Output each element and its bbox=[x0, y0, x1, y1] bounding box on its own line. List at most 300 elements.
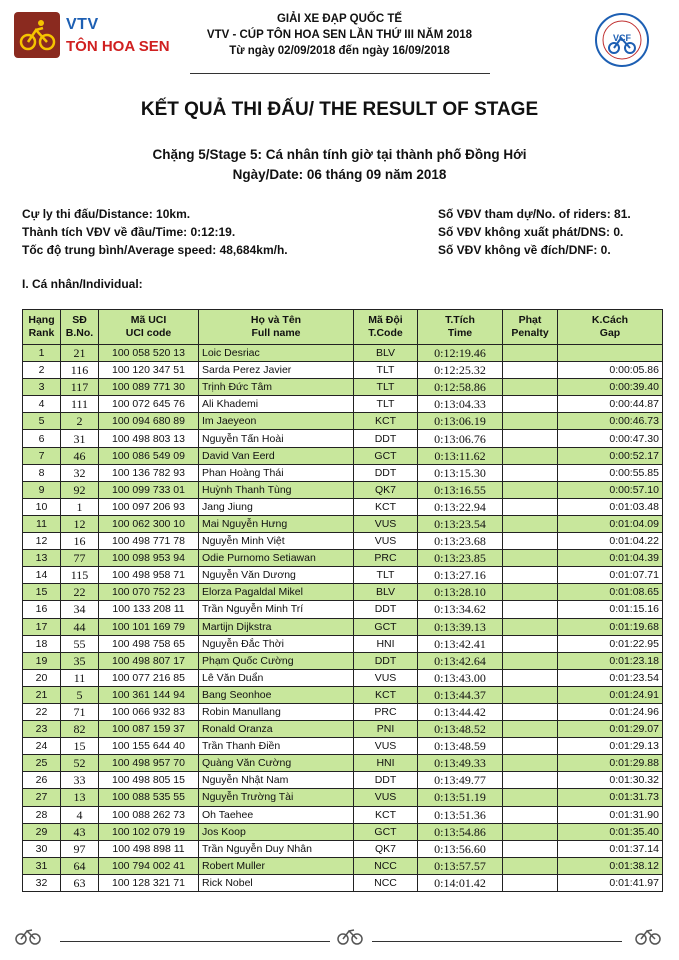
table-row bbox=[23, 379, 663, 396]
table-row bbox=[23, 806, 663, 823]
cell-rank: 31 bbox=[23, 857, 61, 874]
cell-team: DDT bbox=[354, 652, 418, 669]
results-table bbox=[22, 309, 663, 892]
cell-team: VUS bbox=[354, 533, 418, 550]
cell-gap: 0:01:19.68 bbox=[558, 618, 663, 635]
cell-team: NCC bbox=[354, 874, 418, 891]
cell-team: DDT bbox=[354, 601, 418, 618]
cell-bib: 35 bbox=[61, 652, 99, 669]
cell-time: 0:13:43.00 bbox=[418, 669, 503, 686]
cell-bib: 71 bbox=[61, 703, 99, 720]
cell-time: 0:14:01.42 bbox=[418, 874, 503, 891]
cell-uci: 100 101 169 79 bbox=[99, 618, 199, 635]
table-row bbox=[23, 703, 663, 720]
header-line-1: GIẢI XE ĐẠP QUỐC TẾ bbox=[276, 13, 403, 25]
cell-uci: 100 099 733 01 bbox=[99, 481, 199, 498]
cell-bib: 2 bbox=[61, 413, 99, 430]
table-row bbox=[23, 721, 663, 738]
table-row bbox=[23, 447, 663, 464]
footer-rule-right bbox=[372, 941, 622, 942]
cell-penalty bbox=[503, 533, 558, 550]
cell-time: 0:13:16.55 bbox=[418, 481, 503, 498]
table-row bbox=[23, 686, 663, 703]
stage-date: Ngày/Date: 06 tháng 09 năm 2018 bbox=[232, 167, 447, 182]
cell-time: 0:13:04.33 bbox=[418, 396, 503, 413]
table-row bbox=[23, 652, 663, 669]
cell-name: Nguyễn Đắc Thời bbox=[199, 635, 354, 652]
cell-team: GCT bbox=[354, 823, 418, 840]
cell-time: 0:13:39.13 bbox=[418, 618, 503, 635]
cell-penalty bbox=[503, 345, 558, 362]
cell-gap: 0:00:57.10 bbox=[558, 481, 663, 498]
cell-rank: 27 bbox=[23, 789, 61, 806]
cell-bib: 55 bbox=[61, 635, 99, 652]
cell-bib: 43 bbox=[61, 823, 99, 840]
cell-bib: 77 bbox=[61, 550, 99, 567]
cell-time: 0:13:23.54 bbox=[418, 515, 503, 532]
cell-rank: 4 bbox=[23, 396, 61, 413]
cell-penalty bbox=[503, 362, 558, 379]
cell-bib: 31 bbox=[61, 430, 99, 447]
header-line-2: VTV - CÚP TÔN HOA SEN LẦN THỨ III NĂM 2018 bbox=[206, 29, 473, 41]
cell-uci: 100 097 206 93 bbox=[99, 498, 199, 515]
cell-name: Jang Jiung bbox=[199, 498, 354, 515]
cell-bib: 4 bbox=[61, 806, 99, 823]
cell-time: 0:12:58.86 bbox=[418, 379, 503, 396]
cell-team: PRC bbox=[354, 550, 418, 567]
cell-time: 0:13:42.41 bbox=[418, 635, 503, 652]
cell-uci: 100 136 782 93 bbox=[99, 464, 199, 481]
cell-rank: 5 bbox=[23, 413, 61, 430]
cell-penalty bbox=[503, 464, 558, 481]
cell-penalty bbox=[503, 669, 558, 686]
cell-team: DDT bbox=[354, 772, 418, 789]
cell-rank: 29 bbox=[23, 823, 61, 840]
cell-penalty bbox=[503, 652, 558, 669]
cell-team: HNI bbox=[354, 635, 418, 652]
cell-bib: 21 bbox=[61, 345, 99, 362]
cell-bib: 32 bbox=[61, 464, 99, 481]
col-gap: K.Cách Gap bbox=[558, 310, 663, 345]
cell-time: 0:12:25.32 bbox=[418, 362, 503, 379]
table-row bbox=[23, 601, 663, 618]
cell-team: TLT bbox=[354, 379, 418, 396]
cell-time: 0:13:44.42 bbox=[418, 703, 503, 720]
cell-team: DDT bbox=[354, 464, 418, 481]
cell-rank: 15 bbox=[23, 584, 61, 601]
cell-uci: 100 070 752 23 bbox=[99, 584, 199, 601]
cell-uci: 100 133 208 11 bbox=[99, 601, 199, 618]
cell-bib: 111 bbox=[61, 396, 99, 413]
cell-rank: 1 bbox=[23, 345, 61, 362]
cell-name: David Van Eerd bbox=[199, 447, 354, 464]
cell-bib: 115 bbox=[61, 567, 99, 584]
cell-team: KCT bbox=[354, 498, 418, 515]
cell-penalty bbox=[503, 823, 558, 840]
cell-team: NCC bbox=[354, 857, 418, 874]
cell-uci: 100 086 549 09 bbox=[99, 447, 199, 464]
cell-gap: 0:01:04.09 bbox=[558, 515, 663, 532]
col-rank: Hạng Rank bbox=[23, 310, 61, 345]
cell-rank: 9 bbox=[23, 481, 61, 498]
cell-team: BLV bbox=[354, 584, 418, 601]
cell-rank: 19 bbox=[23, 652, 61, 669]
cell-penalty bbox=[503, 738, 558, 755]
cell-time: 0:13:49.33 bbox=[418, 755, 503, 772]
cell-uci: 100 155 644 40 bbox=[99, 738, 199, 755]
cell-time: 0:13:23.85 bbox=[418, 550, 503, 567]
cell-bib: 97 bbox=[61, 840, 99, 857]
cell-time: 0:13:44.37 bbox=[418, 686, 503, 703]
cell-team: GCT bbox=[354, 447, 418, 464]
cell-team: GCT bbox=[354, 618, 418, 635]
cell-time: 0:12:19.46 bbox=[418, 345, 503, 362]
cell-bib: 117 bbox=[61, 379, 99, 396]
logo-brand-text: TÔN HOA SEN bbox=[66, 38, 170, 55]
cell-uci: 100 072 645 76 bbox=[99, 396, 199, 413]
cell-team: HNI bbox=[354, 755, 418, 772]
cell-uci: 100 498 807 17 bbox=[99, 652, 199, 669]
table-row bbox=[23, 550, 663, 567]
info-distance: Cự ly thi đấu/Distance: 10km. bbox=[22, 207, 191, 221]
bike-icon bbox=[634, 926, 662, 946]
cell-gap: 0:01:23.18 bbox=[558, 652, 663, 669]
cell-uci: 100 058 520 13 bbox=[99, 345, 199, 362]
cell-name: Quàng Văn Cường bbox=[199, 755, 354, 772]
cell-bib: 1 bbox=[61, 498, 99, 515]
table-row bbox=[23, 823, 663, 840]
cell-bib: 16 bbox=[61, 533, 99, 550]
cell-name: Trần Nguyễn Duy Nhân bbox=[199, 840, 354, 857]
cell-time: 0:13:42.64 bbox=[418, 652, 503, 669]
cell-rank: 3 bbox=[23, 379, 61, 396]
cell-time: 0:13:11.62 bbox=[418, 447, 503, 464]
footer-rule-left bbox=[60, 941, 330, 942]
cell-name: Martijn Dijkstra bbox=[199, 618, 354, 635]
cell-gap: 0:00:55.85 bbox=[558, 464, 663, 481]
cell-penalty bbox=[503, 584, 558, 601]
cell-time: 0:13:27.16 bbox=[418, 567, 503, 584]
cell-name: Lê Văn Duẩn bbox=[199, 669, 354, 686]
cell-uci: 100 087 159 37 bbox=[99, 721, 199, 738]
cell-rank: 13 bbox=[23, 550, 61, 567]
cell-name: Nguyễn Nhật Nam bbox=[199, 772, 354, 789]
cell-team: PRC bbox=[354, 703, 418, 720]
cell-gap: 0:01:38.12 bbox=[558, 857, 663, 874]
cell-name: Elorza Pagaldal Mikel bbox=[199, 584, 354, 601]
table-row bbox=[23, 874, 663, 891]
cell-uci: 100 088 535 55 bbox=[99, 789, 199, 806]
cell-team: KCT bbox=[354, 686, 418, 703]
cell-gap: 0:01:31.90 bbox=[558, 806, 663, 823]
table-row bbox=[23, 498, 663, 515]
cell-gap: 0:00:52.17 bbox=[558, 447, 663, 464]
cell-penalty bbox=[503, 447, 558, 464]
cell-name: Im Jaeyeon bbox=[199, 413, 354, 430]
cell-penalty bbox=[503, 430, 558, 447]
cell-rank: 8 bbox=[23, 464, 61, 481]
cell-bib: 11 bbox=[61, 669, 99, 686]
header-line-3: Từ ngày 02/09/2018 đến ngày 16/09/2018 bbox=[229, 45, 450, 57]
cell-bib: 13 bbox=[61, 789, 99, 806]
cell-penalty bbox=[503, 379, 558, 396]
table-row bbox=[23, 669, 663, 686]
cell-uci: 100 098 953 94 bbox=[99, 550, 199, 567]
cell-gap: 0:00:05.86 bbox=[558, 362, 663, 379]
cell-uci: 100 794 002 41 bbox=[99, 857, 199, 874]
cell-name: Rick Nobel bbox=[199, 874, 354, 891]
cell-team: KCT bbox=[354, 413, 418, 430]
cell-penalty bbox=[503, 601, 558, 618]
cell-penalty bbox=[503, 498, 558, 515]
cell-team: TLT bbox=[354, 362, 418, 379]
header-rule bbox=[190, 73, 490, 74]
cell-penalty bbox=[503, 567, 558, 584]
cell-rank: 23 bbox=[23, 721, 61, 738]
table-row bbox=[23, 464, 663, 481]
cell-name: Mai Nguyễn Hưng bbox=[199, 515, 354, 532]
table-row bbox=[23, 584, 663, 601]
cell-time: 0:13:57.57 bbox=[418, 857, 503, 874]
cell-bib: 46 bbox=[61, 447, 99, 464]
cell-name: Phạm Quốc Cường bbox=[199, 652, 354, 669]
cell-rank: 32 bbox=[23, 874, 61, 891]
cell-gap: 0:01:30.32 bbox=[558, 772, 663, 789]
cell-name: Trần Thanh Điền bbox=[199, 738, 354, 755]
cell-name: Robert Muller bbox=[199, 857, 354, 874]
cell-rank: 10 bbox=[23, 498, 61, 515]
cell-name: Nguyễn Văn Dương bbox=[199, 567, 354, 584]
cell-gap: 0:01:29.88 bbox=[558, 755, 663, 772]
cell-gap: 0:01:29.13 bbox=[558, 738, 663, 755]
cell-rank: 28 bbox=[23, 806, 61, 823]
cell-uci: 100 498 958 71 bbox=[99, 567, 199, 584]
cell-gap: 0:00:39.40 bbox=[558, 379, 663, 396]
cell-penalty bbox=[503, 772, 558, 789]
col-penalty: Phạt Penalty bbox=[503, 310, 558, 345]
table-row bbox=[23, 567, 663, 584]
cell-bib: 116 bbox=[61, 362, 99, 379]
cell-bib: 82 bbox=[61, 721, 99, 738]
cell-gap bbox=[558, 345, 663, 362]
table-row bbox=[23, 481, 663, 498]
cell-name: Trịnh Đức Tâm bbox=[199, 379, 354, 396]
cell-gap: 0:01:24.96 bbox=[558, 703, 663, 720]
table-row bbox=[23, 840, 663, 857]
cell-uci: 100 498 758 65 bbox=[99, 635, 199, 652]
cell-uci: 100 498 898 11 bbox=[99, 840, 199, 857]
cell-time: 0:13:51.36 bbox=[418, 806, 503, 823]
cell-gap: 0:00:46.73 bbox=[558, 413, 663, 430]
cell-bib: 15 bbox=[61, 738, 99, 755]
info-dnf: Số VĐV không về đích/DNF: 0. bbox=[438, 243, 611, 257]
bike-icon bbox=[14, 926, 42, 946]
cell-rank: 26 bbox=[23, 772, 61, 789]
cell-uci: 100 062 300 10 bbox=[99, 515, 199, 532]
cell-rank: 18 bbox=[23, 635, 61, 652]
cell-time: 0:13:06.76 bbox=[418, 430, 503, 447]
cell-rank: 2 bbox=[23, 362, 61, 379]
col-name: Họ và Tên Full name bbox=[199, 310, 354, 345]
cell-team: QK7 bbox=[354, 840, 418, 857]
cell-gap: 0:01:24.91 bbox=[558, 686, 663, 703]
cell-gap: 0:01:22.95 bbox=[558, 635, 663, 652]
logo-vtv-text: VTV bbox=[66, 16, 99, 33]
cell-name: Jos Koop bbox=[199, 823, 354, 840]
cell-time: 0:13:49.77 bbox=[418, 772, 503, 789]
cell-team: VUS bbox=[354, 738, 418, 755]
cell-team: DDT bbox=[354, 430, 418, 447]
cell-uci: 100 094 680 89 bbox=[99, 413, 199, 430]
cell-gap: 0:01:29.07 bbox=[558, 721, 663, 738]
cell-uci: 100 120 347 51 bbox=[99, 362, 199, 379]
cell-penalty bbox=[503, 789, 558, 806]
table-row bbox=[23, 413, 663, 430]
cell-bib: 63 bbox=[61, 874, 99, 891]
cell-time: 0:13:06.19 bbox=[418, 413, 503, 430]
cell-bib: 64 bbox=[61, 857, 99, 874]
cell-name: Nguyễn Trường Tài bbox=[199, 789, 354, 806]
cell-rank: 30 bbox=[23, 840, 61, 857]
info-speed: Tốc độ trung bình/Average speed: 48,684km/h. bbox=[22, 243, 288, 257]
cell-uci: 100 498 957 70 bbox=[99, 755, 199, 772]
cell-rank: 12 bbox=[23, 533, 61, 550]
table-row bbox=[23, 789, 663, 806]
cell-penalty bbox=[503, 635, 558, 652]
cell-gap: 0:01:04.22 bbox=[558, 533, 663, 550]
cell-penalty bbox=[503, 857, 558, 874]
page-title: KẾT QUẢ THI ĐẤU/ THE RESULT OF STAGE bbox=[140, 99, 539, 120]
cell-name: Nguyễn Tấn Hoài bbox=[199, 430, 354, 447]
table-row bbox=[23, 738, 663, 755]
info-time: Thành tích VĐV về đầu/Time: 0:12:19. bbox=[22, 225, 236, 239]
cell-team: QK7 bbox=[354, 481, 418, 498]
cell-name: Huỳnh Thanh Tùng bbox=[199, 481, 354, 498]
cell-penalty bbox=[503, 703, 558, 720]
cell-time: 0:13:56.60 bbox=[418, 840, 503, 857]
cell-rank: 7 bbox=[23, 447, 61, 464]
table-row bbox=[23, 430, 663, 447]
cell-time: 0:13:34.62 bbox=[418, 601, 503, 618]
bike-icon bbox=[336, 926, 364, 946]
cell-name: Ronald Oranza bbox=[199, 721, 354, 738]
cell-bib: 33 bbox=[61, 772, 99, 789]
info-dns: Số VĐV không xuất phát/DNS: 0. bbox=[438, 225, 624, 239]
cell-penalty bbox=[503, 550, 558, 567]
cell-rank: 25 bbox=[23, 755, 61, 772]
cell-gap: 0:00:47.30 bbox=[558, 430, 663, 447]
cell-team: PNI bbox=[354, 721, 418, 738]
cell-time: 0:13:28.10 bbox=[418, 584, 503, 601]
table-row bbox=[23, 533, 663, 550]
cell-rank: 24 bbox=[23, 738, 61, 755]
vcf-logo-text: VCF bbox=[613, 33, 631, 43]
cell-uci: 100 066 932 83 bbox=[99, 703, 199, 720]
cell-rank: 22 bbox=[23, 703, 61, 720]
cell-bib: 92 bbox=[61, 481, 99, 498]
cell-uci: 100 128 321 71 bbox=[99, 874, 199, 891]
table-row bbox=[23, 618, 663, 635]
cell-penalty bbox=[503, 806, 558, 823]
cell-uci: 100 089 771 30 bbox=[99, 379, 199, 396]
cell-name: Bang Seonhoe bbox=[199, 686, 354, 703]
cell-name: Trần Nguyễn Minh Trí bbox=[199, 601, 354, 618]
cell-name: Phan Hoàng Thái bbox=[199, 464, 354, 481]
cell-uci: 100 498 771 78 bbox=[99, 533, 199, 550]
stage-title: Chặng 5/Stage 5: Cá nhân tính giờ tại thành phố Đồng Hới bbox=[152, 147, 527, 162]
table-row bbox=[23, 345, 663, 362]
cell-gap: 0:01:07.71 bbox=[558, 567, 663, 584]
cell-uci: 100 498 803 13 bbox=[99, 430, 199, 447]
cell-gap: 0:01:31.73 bbox=[558, 789, 663, 806]
cell-penalty bbox=[503, 618, 558, 635]
cell-time: 0:13:54.86 bbox=[418, 823, 503, 840]
cell-time: 0:13:22.94 bbox=[418, 498, 503, 515]
cell-team: BLV bbox=[354, 345, 418, 362]
cell-time: 0:13:48.59 bbox=[418, 738, 503, 755]
cell-rank: 6 bbox=[23, 430, 61, 447]
cell-team: VUS bbox=[354, 669, 418, 686]
cell-bib: 5 bbox=[61, 686, 99, 703]
table-row bbox=[23, 635, 663, 652]
table-row bbox=[23, 396, 663, 413]
cell-uci: 100 088 262 73 bbox=[99, 806, 199, 823]
cell-team: TLT bbox=[354, 567, 418, 584]
cell-time: 0:13:48.52 bbox=[418, 721, 503, 738]
cell-penalty bbox=[503, 413, 558, 430]
col-uci: Mã UCI UCI code bbox=[99, 310, 199, 345]
cell-gap: 0:01:15.16 bbox=[558, 601, 663, 618]
cell-team: TLT bbox=[354, 396, 418, 413]
cell-name: Odie Purnomo Setiawan bbox=[199, 550, 354, 567]
cell-penalty bbox=[503, 874, 558, 891]
cell-gap: 0:01:08.65 bbox=[558, 584, 663, 601]
cell-name: Robin Manullang bbox=[199, 703, 354, 720]
cell-team: KCT bbox=[354, 806, 418, 823]
cell-team: VUS bbox=[354, 789, 418, 806]
cell-rank: 16 bbox=[23, 601, 61, 618]
table-row bbox=[23, 515, 663, 532]
cell-gap: 0:00:44.87 bbox=[558, 396, 663, 413]
table-row bbox=[23, 772, 663, 789]
cell-bib: 12 bbox=[61, 515, 99, 532]
cell-gap: 0:01:41.97 bbox=[558, 874, 663, 891]
cell-time: 0:13:15.30 bbox=[418, 464, 503, 481]
cell-name: Oh Taehee bbox=[199, 806, 354, 823]
col-team: Mã Đội T.Code bbox=[354, 310, 418, 345]
cell-uci: 100 077 216 85 bbox=[99, 669, 199, 686]
col-bib: SĐ B.No. bbox=[61, 310, 99, 345]
cell-rank: 20 bbox=[23, 669, 61, 686]
cell-time: 0:13:23.68 bbox=[418, 533, 503, 550]
col-time: T.Tích Time bbox=[418, 310, 503, 345]
table-row bbox=[23, 857, 663, 874]
cell-rank: 17 bbox=[23, 618, 61, 635]
cell-rank: 21 bbox=[23, 686, 61, 703]
cell-name: Nguyễn Minh Việt bbox=[199, 533, 354, 550]
section-title: I. Cá nhân/Individual: bbox=[22, 277, 143, 291]
table-row bbox=[23, 755, 663, 772]
cell-gap: 0:01:03.48 bbox=[558, 498, 663, 515]
cell-name: Ali Khademi bbox=[199, 396, 354, 413]
cell-gap: 0:01:04.39 bbox=[558, 550, 663, 567]
cell-penalty bbox=[503, 686, 558, 703]
cell-uci: 100 498 805 15 bbox=[99, 772, 199, 789]
cell-name: Loic Desriac bbox=[199, 345, 354, 362]
cell-name: Sarda Perez Javier bbox=[199, 362, 354, 379]
cell-uci: 100 361 144 94 bbox=[99, 686, 199, 703]
cell-penalty bbox=[503, 515, 558, 532]
